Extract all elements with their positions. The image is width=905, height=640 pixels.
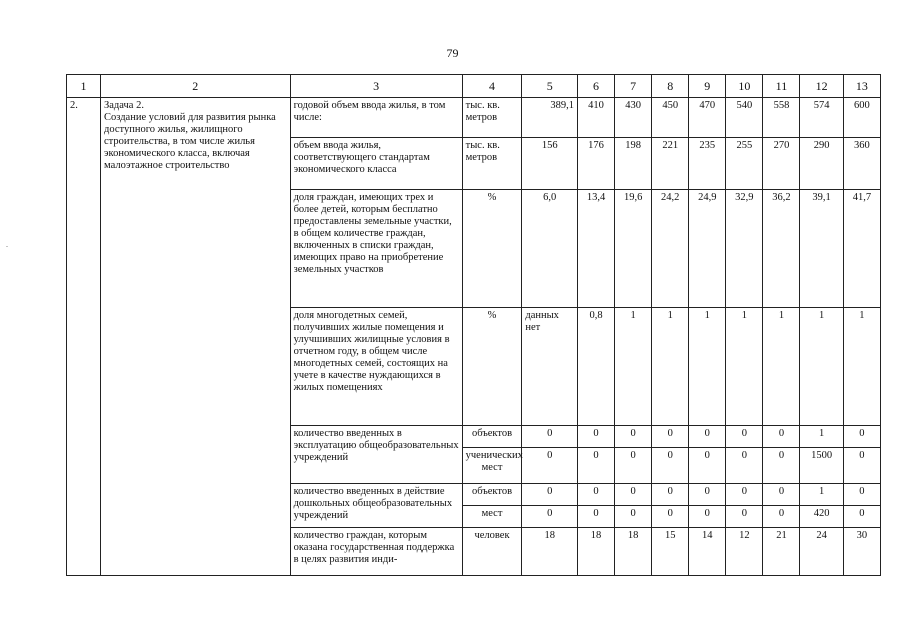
value-cell: 0: [689, 484, 726, 506]
value-cell: 0: [652, 484, 689, 506]
value-cell: 540: [726, 98, 763, 138]
value-cell: 0: [763, 484, 800, 506]
value-cell: 1: [800, 484, 843, 506]
value-cell: 0: [652, 506, 689, 528]
margin-mark: .: [6, 240, 8, 249]
value-cell: 36,2: [763, 190, 800, 308]
header-cell: 9: [689, 75, 726, 98]
value-cell: 0: [689, 506, 726, 528]
indicator-cell: годовой объем ввода жилья, в том числе:: [290, 98, 462, 138]
value-cell: 0: [763, 426, 800, 448]
value-cell: 0: [615, 484, 652, 506]
value-cell: 0: [726, 484, 763, 506]
value-cell: 235: [689, 138, 726, 190]
value-cell: 39,1: [800, 190, 843, 308]
value-cell: 176: [578, 138, 615, 190]
value-cell: 0: [615, 426, 652, 448]
value-cell: 0: [652, 448, 689, 484]
value-cell: 0: [578, 506, 615, 528]
indicator-cell: доля граждан, имеющих трех и более детей, которым бесплатно предоставлены земельные участки, в общем количестве граждан, включенных в списки граждан, имеющих право на приобретение земельных участков: [290, 190, 462, 308]
header-cell: 7: [615, 75, 652, 98]
value-cell: 21: [763, 528, 800, 576]
value-cell: 156: [522, 138, 578, 190]
header-cell: 5: [522, 75, 578, 98]
header-cell: 1: [67, 75, 101, 98]
section-number: 2.: [67, 98, 101, 576]
value-cell: 0: [726, 426, 763, 448]
header-cell: 8: [652, 75, 689, 98]
value-cell: 1: [763, 308, 800, 426]
indicator-cell: количество введенных в эксплуатацию общеобразовательных учреждений: [290, 426, 462, 484]
value-cell: 360: [843, 138, 880, 190]
value-cell: 0: [578, 484, 615, 506]
value-cell: 221: [652, 138, 689, 190]
header-cell: 2: [101, 75, 291, 98]
value-cell: 15: [652, 528, 689, 576]
task-description: Задача 2. Создание условий для развития рынка доступного жилья, жилищного строительства, в том числе жилья экономического класса, включая малоэтажное строительство: [101, 98, 291, 576]
unit-cell: мест: [462, 506, 522, 528]
value-cell: 18: [615, 528, 652, 576]
value-cell: 0: [578, 448, 615, 484]
value-cell: 0: [689, 426, 726, 448]
value-cell: 19,6: [615, 190, 652, 308]
header-cell: 10: [726, 75, 763, 98]
value-cell: 558: [763, 98, 800, 138]
value-cell: 0: [578, 426, 615, 448]
value-cell: 32,9: [726, 190, 763, 308]
value-cell: 0: [726, 448, 763, 484]
value-cell: 410: [578, 98, 615, 138]
value-cell: 1: [652, 308, 689, 426]
value-cell: 1: [726, 308, 763, 426]
value-cell: 14: [689, 528, 726, 576]
value-cell: 1: [689, 308, 726, 426]
value-cell: данных нет: [522, 308, 578, 426]
header-cell: 6: [578, 75, 615, 98]
header-cell: 13: [843, 75, 880, 98]
value-cell: 30: [843, 528, 880, 576]
value-cell: 450: [652, 98, 689, 138]
value-cell: 0: [615, 448, 652, 484]
unit-cell: объектов: [462, 484, 522, 506]
value-cell: 0: [522, 506, 578, 528]
value-cell: 12: [726, 528, 763, 576]
value-cell: 13,4: [578, 190, 615, 308]
value-cell: 24,2: [652, 190, 689, 308]
unit-cell: %: [462, 190, 522, 308]
value-cell: 0: [522, 426, 578, 448]
indicator-cell: количество граждан, которым оказана государственная поддержка в целях развития инди-: [290, 528, 462, 576]
value-cell: 0: [689, 448, 726, 484]
value-cell: 0: [843, 506, 880, 528]
value-cell: 255: [726, 138, 763, 190]
value-cell: 600: [843, 98, 880, 138]
unit-cell: объектов: [462, 426, 522, 448]
value-cell: 0: [843, 448, 880, 484]
value-cell: 0: [522, 448, 578, 484]
value-cell: 0: [763, 448, 800, 484]
value-cell: 1500: [800, 448, 843, 484]
value-cell: 24: [800, 528, 843, 576]
unit-cell: тыс. кв. метров: [462, 98, 522, 138]
header-cell: 12: [800, 75, 843, 98]
value-cell: 0: [843, 484, 880, 506]
unit-cell: %: [462, 308, 522, 426]
header-cell: 3: [290, 75, 462, 98]
value-cell: 0: [843, 426, 880, 448]
value-cell: 1: [843, 308, 880, 426]
page-number: 79: [446, 46, 459, 60]
indicator-cell: объем ввода жилья, соответствующего стандартам экономического класса: [290, 138, 462, 190]
value-cell: 0,8: [578, 308, 615, 426]
value-cell: 1: [800, 426, 843, 448]
value-cell: 1: [615, 308, 652, 426]
table-row: [67, 98, 881, 138]
unit-cell: тыс. кв. метров: [462, 138, 522, 190]
value-cell: 24,9: [689, 190, 726, 308]
header-cell: 4: [462, 75, 522, 98]
value-cell: 470: [689, 98, 726, 138]
value-cell: 6,0: [522, 190, 578, 308]
value-cell: 0: [763, 506, 800, 528]
header-cell: 11: [763, 75, 800, 98]
value-cell: 430: [615, 98, 652, 138]
value-cell: 420: [800, 506, 843, 528]
indicator-cell: количество введенных в действие дошкольных общеобразовательных учреждений: [290, 484, 462, 528]
unit-cell: человек: [462, 528, 522, 576]
value-cell: 0: [652, 426, 689, 448]
indicators-table: [66, 74, 881, 576]
value-cell: 574: [800, 98, 843, 138]
value-cell: 0: [615, 506, 652, 528]
indicator-cell: доля многодетных семей, получивших жилые помещения и улучшивших жилищные условия в отчетном году, в общем числе многодетных семей, состоящих на учете в качестве нуждающихся в жилых помещениях: [290, 308, 462, 426]
value-cell: 18: [578, 528, 615, 576]
header-row: [67, 75, 881, 98]
value-cell: 0: [726, 506, 763, 528]
value-cell: 198: [615, 138, 652, 190]
value-cell: 1: [800, 308, 843, 426]
value-cell: 41,7: [843, 190, 880, 308]
value-cell: 270: [763, 138, 800, 190]
value-cell: 0: [522, 484, 578, 506]
unit-cell: ученических мест: [462, 448, 522, 484]
value-cell: 290: [800, 138, 843, 190]
value-cell: 18: [522, 528, 578, 576]
value-cell: 389,1: [522, 98, 578, 138]
